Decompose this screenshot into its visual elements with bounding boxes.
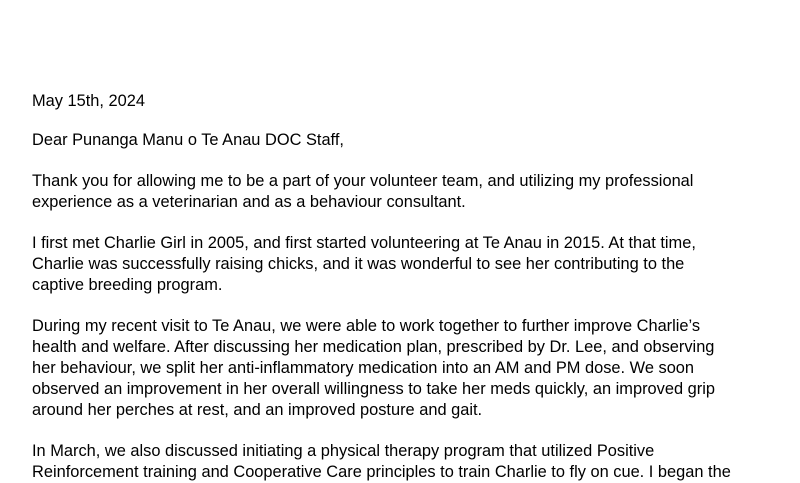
letter-body (32, 91, 792, 483)
paragraph-line: In March, we also discussed initiating a physical therapy program that utilized Positive (32, 442, 655, 460)
paragraph-line: health and welfare. After discussing her medication plan, prescribed by Dr. Lee, and observing (32, 338, 715, 356)
paragraph-line: During my recent visit to Te Anau, we were able to work together to further improve Charlie’s (32, 317, 701, 335)
letter-date: May 15th, 2024 (32, 92, 145, 110)
paragraph-thanks (32, 171, 792, 213)
paragraph-recent-visit (32, 316, 792, 421)
paragraph-line: observed an improvement in her overall willingness to take her meds quickly, an improved grip (32, 380, 715, 398)
paragraph-physical-therapy (32, 441, 792, 483)
paragraph-line: around her perches at rest, and an improved posture and gait. (32, 401, 483, 419)
paragraph-line: Charlie was successfully raising chicks, and it was wonderful to see her contributing to the (32, 255, 685, 273)
paragraph-line: her behaviour, we split her anti-inflammatory medication into an AM and PM dose. We soon (32, 359, 695, 377)
paragraph-history (32, 233, 792, 296)
paragraph-line: experience as a veterinarian and as a behaviour consultant. (32, 193, 466, 211)
paragraph-line: Reinforcement training and Cooperative Care principles to train Charlie to fly on cue. I began the (32, 463, 731, 481)
letter-greeting: Dear Punanga Manu o Te Anau DOC Staff, (32, 131, 344, 149)
paragraph-line: I first met Charlie Girl in 2005, and first started volunteering at Te Anau in 2015. At that time, (32, 234, 696, 252)
paragraph-line: Thank you for allowing me to be a part of your volunteer team, and utilizing my professional (32, 172, 694, 190)
paragraph-line: captive breeding program. (32, 276, 223, 294)
